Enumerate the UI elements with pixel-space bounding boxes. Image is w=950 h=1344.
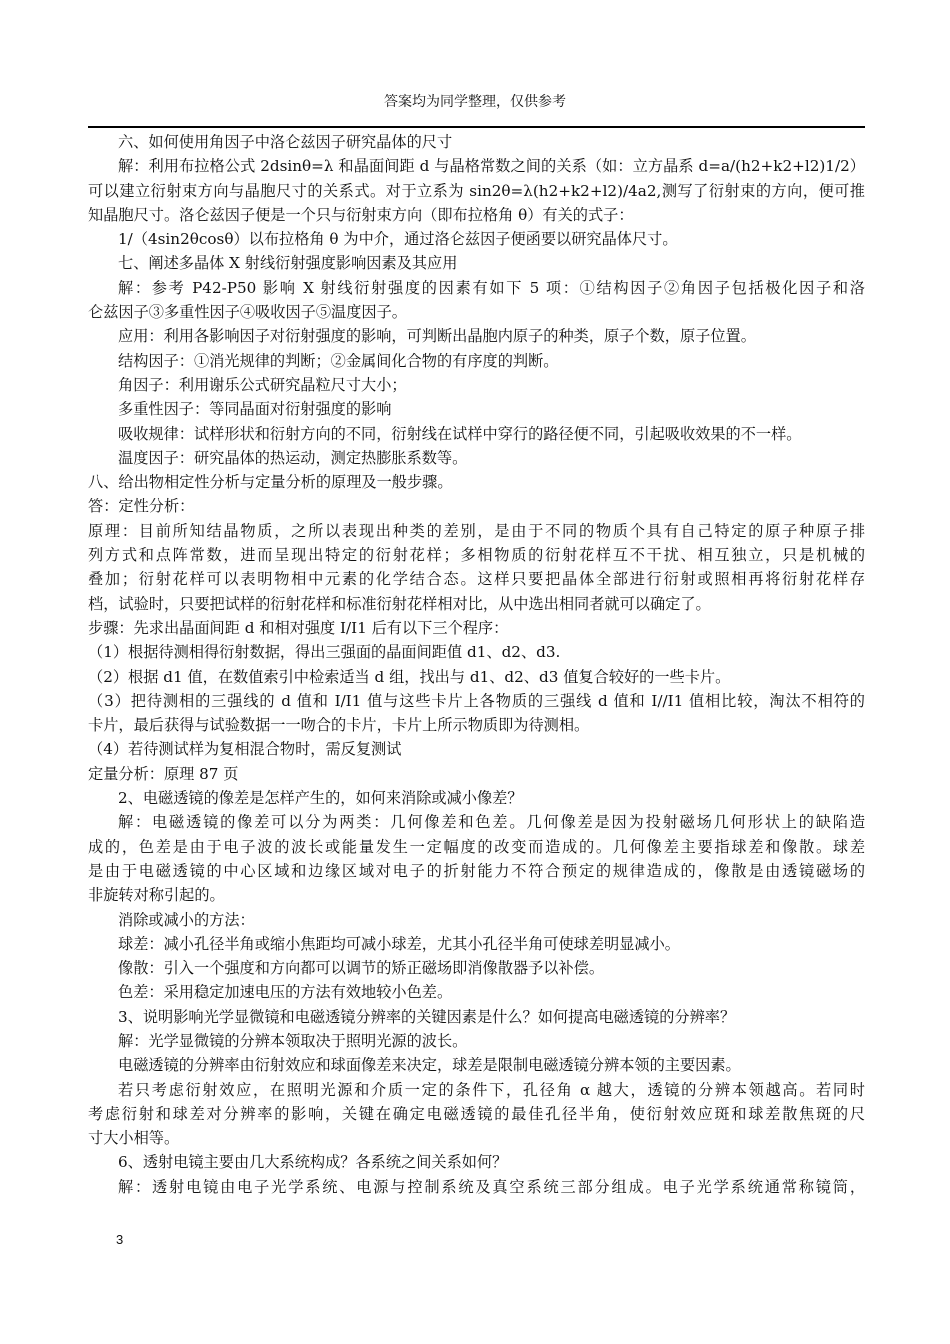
paragraph-line: 原理：目前所知结晶物质，之所以表现出种类的差别，是由于不同的物质个具有自己特定的原子种原子排 — [88, 521, 865, 540]
list-item: （4）若待测试样为复相混合物时，需反复测试 — [88, 740, 402, 759]
paragraph-line: 球差：减小孔径半角或缩小焦距均可减小球差，尤其小孔径半角可使球差明显减小。 — [118, 934, 680, 953]
question-heading-6: 6、透射电镜主要由几大系统构成？各系统之间关系如何？ — [118, 1153, 508, 1172]
paragraph-line: 解：光学显微镜的分辨本领取决于照明光源的波长。 — [118, 1031, 468, 1050]
section-heading-8: 八、给出物相定性分析与定量分析的原理及一般步骤。 — [88, 473, 453, 492]
paragraph-line: 结构因子：①消光规律的判断；②金属间化合物的有序度的判断。 — [118, 351, 559, 370]
paragraph-line: 1/（4sin2θcosθ）以布拉格角 θ 为中介，通过洛仑兹因子便函要以研究晶体尺寸。 — [118, 230, 678, 249]
question-heading-2: 2、电磁透镜的像差是怎样产生的，如何来消除或减小像差？ — [118, 789, 523, 808]
section-heading-6: 六、如何使用角因子中洛仑兹因子研究晶体的尺寸 — [118, 133, 453, 151]
paragraph-line: 叠加；衍射花样可以表明物相中元素的化学结合态。这样只要把晶体全部进行衍射或照相再将衍射花样存 — [88, 570, 865, 589]
question-heading-3: 3、说明影响光学显微镜和电磁透镜分辨率的关键因素是什么？如何提高电磁透镜的分辨率？ — [118, 1007, 736, 1026]
paragraph-line: 寸大小相等。 — [88, 1129, 180, 1148]
section-heading-7: 七、阐述多晶体 X 射线衍射强度影响因素及其应用 — [118, 254, 458, 273]
paragraph-line: 多重性因子：等同晶面对衍射强度的影响 — [118, 400, 392, 419]
list-item: （2）根据 d1 值，在数值索引中检索适当 d 组，找出与 d1、d2、d3 值复合较好的一些卡片。 — [88, 667, 731, 686]
paragraph-line: 消除或减小的方法： — [118, 910, 255, 929]
paragraph-line: 解：利用布拉格公式 2dsinθ=λ 和晶面间距 d 与晶格常数之间的关系（如：立方晶系 d=a/(h2+k2+l2)1/2） — [118, 157, 865, 176]
paragraph-line: 角因子：利用谢乐公式研究晶粒尺寸大小； — [118, 375, 407, 394]
paragraph-line: 可以建立衍射束方向与晶胞尺寸的关系式。对于立系为 sin2θ=λ(h2+k2+l2)/4a2,测写了衍射束的方向，便可推 — [88, 181, 865, 200]
document-body — [88, 130, 865, 1199]
paragraph-line: 解：电磁透镜的像差可以分为两类：几何像差和色差。几何像差是因为投射磁场几何形状上的缺陷造 — [118, 813, 865, 832]
page-number: 3 — [116, 1232, 124, 1247]
paragraph-line: 解：参考 P42-P50 影响 X 射线衍射强度的因素有如下 5 项：①结构因子②角因子包括极化因子和洛 — [118, 278, 865, 297]
paragraph-line: 应用：利用各影响因子对衍射强度的影响，可判断出晶胞内原子的种类，原子个数，原子位置。 — [118, 327, 756, 346]
paragraph-line: 吸收规律：试样形状和衍射方向的不同，衍射线在试样中穿行的路径便不同，引起吸收效果的不一样。 — [118, 424, 802, 443]
paragraph-line: 若只考虑衍射效应，在照明光源和介质一定的条件下，孔径角 α 越大，透镜的分辨本领越高。若同时 — [118, 1080, 865, 1099]
list-item: （3）把待测相的三强线的 d 值和 I/I1 值与这些卡片上各物质的三强线 d 值和 I//I1 值相比较，淘汰不相符的 — [88, 691, 865, 710]
list-item: 卡片，最后获得与试验数据一一吻合的卡片，卡片上所示物质即为待测相。 — [88, 716, 590, 735]
paragraph-line: 列方式和点阵常数，进而呈现出特定的衍射花样；多相物质的衍射花样互不干扰、相互独立，只是机械的 — [88, 546, 865, 565]
paragraph-line: 解：透射电镜由电子光学系统、电源与控制系统及真空系统三部分组成。电子光学系统通常称镜筒， — [118, 1177, 865, 1196]
paragraph-line: 答：定性分析： — [88, 497, 195, 516]
paragraph-line: 档，试验时，只要把试样的衍射花样和标准衍射花样相对比，从中选出相同者就可以确定了。 — [88, 594, 711, 613]
paragraph-line: 知晶胞尺寸。洛仑兹因子便是一个只与衍射束方向（即布拉格角 θ）有关的式子： — [88, 205, 634, 224]
paragraph-line: 定量分析：原理 87 页 — [88, 764, 239, 783]
paragraph-line: 电磁透镜的分辨率由衍射效应和球面像差来决定，球差是限制电磁透镜分辨本领的主要因素。 — [118, 1056, 741, 1075]
list-item: （1）根据待测相得衍射数据，得出三强面的晶面间距值 d1、d2、d3. — [88, 643, 561, 662]
header-rule — [88, 126, 865, 128]
paragraph-line: 像散：引入一个强度和方向都可以调节的矫正磁场即消像散器予以补偿。 — [118, 959, 604, 978]
paragraph-line: 步骤：先求出晶面间距 d 和相对强度 I/I1 后有以下三个程序： — [88, 618, 509, 637]
paragraph-line: 温度因子：研究晶体的热运动，测定热膨胀系数等。 — [118, 448, 468, 467]
paragraph-line: 考虑衍射和球差对分辨率的影响，关键在确定电磁透镜的最佳孔径半角，使衍射效应斑和球差散焦斑的尺 — [88, 1104, 865, 1123]
paragraph-line: 非旋转对称引起的。 — [88, 886, 225, 905]
paragraph-line: 成的，色差是由于电子波的波长或能量发生一定幅度的改变而造成的。几何像差主要指球差和像散。球差 — [88, 837, 865, 856]
paragraph-line: 是由于电磁透镜的中心区域和边缘区域对电子的折射能力不符合预定的规律造成的，像散是由透镜磁场的 — [88, 861, 865, 880]
paragraph-line: 仑兹因子③多重性因子④吸收因子⑤温度因子。 — [88, 303, 407, 322]
page-header: 答案均为同学整理，仅供参考 — [384, 94, 566, 110]
paragraph-line: 色差：采用稳定加速电压的方法有效地较小色差。 — [118, 983, 453, 1002]
